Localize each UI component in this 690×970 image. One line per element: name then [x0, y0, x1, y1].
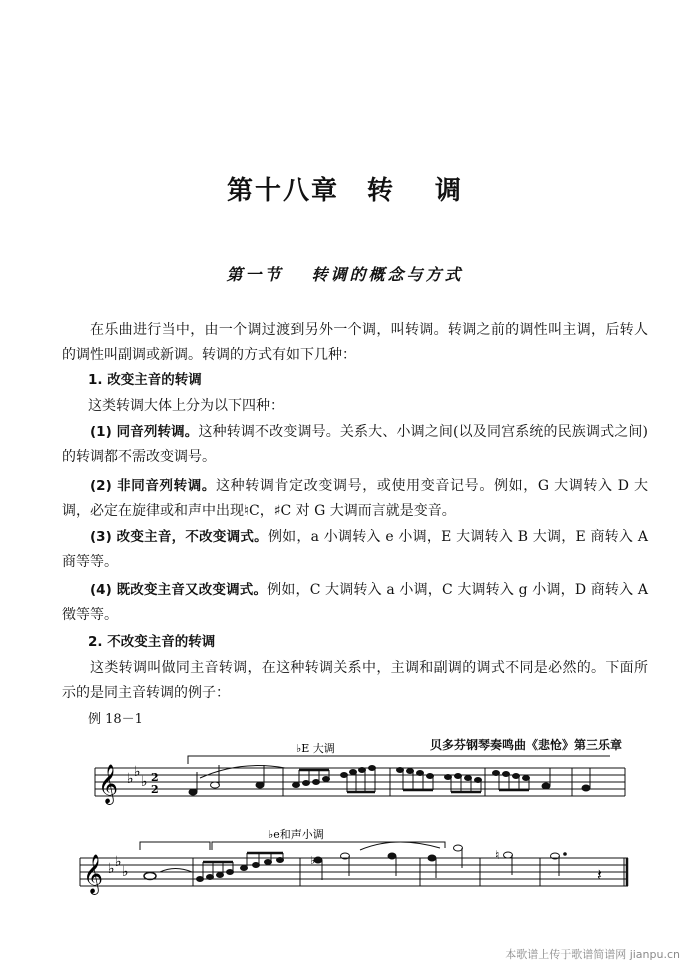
slur	[360, 842, 440, 850]
example-label: 例 18－1	[88, 712, 143, 727]
heading-change-tonic: 1. 改变主音的转调	[88, 372, 202, 388]
item-4	[62, 578, 648, 628]
item-1-text: 这种转调不改变调号。关系大、小调之间(以及同宫系统的民族调式之间)的转调都不需改变调号。	[62, 424, 648, 465]
rest-icon: 𝄽	[597, 865, 602, 884]
item-2-text: 这种转调肯定改变调号，或使用变音记号。例如，G 大调转入 D 大调，必定在旋律或和声中出现♮C，♯C 对 G 大调而言就是变音。	[62, 478, 649, 519]
chapter-title	[0, 170, 690, 207]
item-1	[62, 420, 648, 470]
item-2	[62, 474, 648, 524]
item-4-text: 例如，C 大调转入 a 小调，C 大调转入 g 小调，D 商转入 A 徵等等。	[62, 582, 648, 623]
flat-icon: ♭	[310, 854, 316, 867]
bracket-eb-major-label: ♭E 大调	[296, 742, 335, 755]
intro-paragraph: 在乐曲进行当中，由一个调过渡到另外一个调，叫转调。转调之前的调性叫主调，后转人的调性叫副调或新调。转调的方式有如下几种：	[62, 322, 648, 363]
natural-icon: ♮	[495, 848, 500, 862]
bracket-eb-major	[188, 756, 610, 764]
example-source: 贝多芬钢琴奏鸣曲《悲怆》第三乐章	[429, 738, 622, 752]
flat-icon: ♭	[108, 861, 115, 877]
section-number: 第一节	[226, 265, 284, 284]
flat-icon: ♭	[127, 771, 134, 787]
chapter-title-word-2: 调	[435, 176, 464, 206]
treble-clef-icon: 𝄞	[98, 764, 119, 804]
section-title	[0, 262, 690, 285]
bracket-eb-minor	[140, 842, 445, 850]
flat-icon: ♭	[134, 764, 141, 780]
item-3-text: 例如，a 小调转入 e 小调，E 大调转入 B 大调，E 商转入 A 商等等。	[62, 529, 648, 570]
heading-same-tonic: 2. 不改变主音的转调	[88, 634, 216, 650]
time-signature-bottom: 2	[151, 783, 159, 796]
chapter-number: 第十八章	[226, 176, 339, 206]
item-4-title: (4) 既改变主音又改变调式。	[90, 582, 268, 598]
heading-change-tonic-desc: 这类转调大体上分为以下四种：	[88, 398, 284, 414]
chapter-title-word-1: 转	[366, 176, 395, 206]
item-3-title: (3) 改变主音，不改变调式。	[90, 529, 268, 545]
bracket-eb-minor-label: ♭e和声小调	[268, 828, 324, 841]
flat-icon: ♭	[115, 854, 122, 870]
music-score	[0, 740, 690, 950]
item-1-title: (1) 同音列转调。	[90, 424, 199, 440]
watermark: 本歌谱上传于歌谱简谱网 jianpu.cn	[505, 948, 680, 961]
section-heading: 转调的概念与方式	[311, 265, 464, 284]
flat-icon: ♭	[141, 774, 148, 790]
heading-same-tonic-desc: 这类转调叫做同主音转调，在这种转调关系中，主调和副调的调式不同是必然的。下面所示的是同主音转调的例子：	[62, 660, 648, 701]
time-signature-top: 2	[151, 771, 159, 784]
staff-2-notes	[144, 845, 566, 882]
item-2-title: (2) 非同音列转调。	[90, 478, 216, 494]
flat-icon: ♭	[122, 864, 129, 880]
staff-2	[80, 858, 628, 886]
treble-clef-icon: 𝄞	[83, 854, 104, 894]
item-3	[62, 525, 648, 575]
slur	[200, 766, 285, 778]
